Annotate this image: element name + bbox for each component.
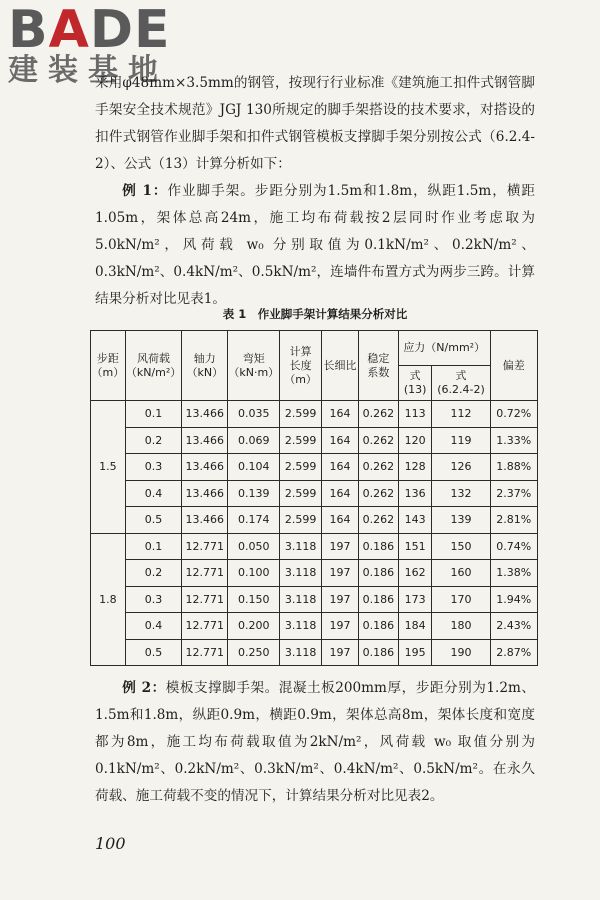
stress-b-cell: 126 — [432, 454, 490, 481]
table-row — [91, 507, 538, 534]
table-row — [91, 454, 538, 481]
example-1-text: 作业脚手架。步距分别为1.5m和1.8m，纵距1.5m，横距1.05m，架体总高24m，施工均布荷载按2层同时作业考虑取为5.0kN/m²，风荷载 w₀ 分别取值为0.1kN/m²、0.2kN/m²、0.3kN/m²、0.4kN/m²、0.5kN/m²，连墙件布置方式为两步三跨。计算结果分析对比见表1。 — [95, 183, 535, 307]
deviation-cell: 0.72% — [490, 401, 537, 428]
wind-cell: 0.1 — [125, 533, 181, 560]
moment-cell: 0.174 — [228, 507, 280, 534]
header-deviation: 偏差 — [490, 331, 537, 401]
table-caption: 表 1 作业脚手架计算结果分析对比 — [222, 307, 408, 321]
wind-cell: 0.4 — [125, 613, 181, 640]
wind-cell: 0.1 — [125, 401, 181, 428]
table-row — [91, 401, 538, 428]
length-cell: 3.118 — [280, 560, 322, 587]
stability-cell: 0.186 — [358, 586, 398, 613]
stability-cell: 0.262 — [358, 480, 398, 507]
stress-a-cell: 136 — [398, 480, 432, 507]
example-1-paragraph — [95, 178, 535, 313]
axial-cell: 12.771 — [182, 586, 228, 613]
stress-b-cell: 119 — [432, 427, 490, 454]
axial-cell: 13.466 — [182, 401, 228, 428]
deviation-cell: 1.94% — [490, 586, 537, 613]
moment-cell: 0.200 — [228, 613, 280, 640]
length-cell: 3.118 — [280, 613, 322, 640]
example-2-paragraph — [95, 675, 535, 810]
slenderness-cell: 164 — [322, 427, 359, 454]
axial-cell: 13.466 — [182, 427, 228, 454]
stress-a-cell: 113 — [398, 401, 432, 428]
axial-cell: 13.466 — [182, 507, 228, 534]
wind-cell: 0.3 — [125, 586, 181, 613]
stress-a-cell: 162 — [398, 560, 432, 587]
stress-a-cell: 151 — [398, 533, 432, 560]
axial-cell: 12.771 — [182, 533, 228, 560]
stress-a-cell: 173 — [398, 586, 432, 613]
stability-cell: 0.186 — [358, 613, 398, 640]
moment-cell: 0.035 — [228, 401, 280, 428]
logo-subtitle: 建装基地 — [8, 53, 168, 88]
stress-b-cell: 150 — [432, 533, 490, 560]
deviation-cell: 2.87% — [490, 639, 537, 666]
slenderness-cell: 197 — [322, 639, 359, 666]
stress-b-cell: 112 — [432, 401, 490, 428]
moment-cell: 0.139 — [228, 480, 280, 507]
table-row — [91, 533, 538, 560]
stress-a-cell: 120 — [398, 427, 432, 454]
moment-cell: 0.150 — [228, 586, 280, 613]
deviation-cell: 2.37% — [490, 480, 537, 507]
step-cell: 1.5 — [91, 401, 126, 534]
header-slenderness: 长细比 — [322, 331, 359, 401]
deviation-cell: 2.81% — [490, 507, 537, 534]
moment-cell: 0.104 — [228, 454, 280, 481]
logo-wordmark: BADE — [8, 0, 171, 60]
moment-cell: 0.069 — [228, 427, 280, 454]
axial-cell: 12.771 — [182, 639, 228, 666]
moment-cell: 0.050 — [228, 533, 280, 560]
slenderness-cell: 197 — [322, 586, 359, 613]
header-wind-load: 风荷载 （kN/m²） — [125, 331, 181, 401]
length-cell: 2.599 — [280, 507, 322, 534]
deviation-cell: 0.74% — [490, 533, 537, 560]
stress-b-cell: 160 — [432, 560, 490, 587]
stress-a-cell: 184 — [398, 613, 432, 640]
stress-b-cell: 180 — [432, 613, 490, 640]
stress-a-cell: 128 — [398, 454, 432, 481]
table-row — [91, 639, 538, 666]
moment-cell: 0.100 — [228, 560, 280, 587]
length-cell: 3.118 — [280, 586, 322, 613]
slenderness-cell: 197 — [322, 533, 359, 560]
header-axial-force: 轴力 （kN） — [182, 331, 228, 401]
stress-b-cell: 139 — [432, 507, 490, 534]
wind-cell: 0.4 — [125, 480, 181, 507]
wind-cell: 0.2 — [125, 560, 181, 587]
stress-b-cell: 170 — [432, 586, 490, 613]
slenderness-cell: 164 — [322, 480, 359, 507]
results-table — [90, 330, 538, 666]
deviation-cell: 1.33% — [490, 427, 537, 454]
stability-cell: 0.186 — [358, 560, 398, 587]
stability-cell: 0.186 — [358, 533, 398, 560]
table-row — [91, 480, 538, 507]
stability-cell: 0.262 — [358, 507, 398, 534]
example-2-label: 例 2： — [122, 680, 166, 696]
deviation-cell: 2.43% — [490, 613, 537, 640]
header-stability: 稳定 系数 — [358, 331, 398, 401]
step-cell: 1.8 — [91, 533, 126, 666]
axial-cell: 13.466 — [182, 480, 228, 507]
header-calc-length: 计算 长度 （m） — [280, 331, 322, 401]
length-cell: 3.118 — [280, 639, 322, 666]
slenderness-cell: 164 — [322, 401, 359, 428]
slenderness-cell: 197 — [322, 560, 359, 587]
stability-cell: 0.262 — [358, 427, 398, 454]
example-1-label: 例 1： — [122, 183, 168, 199]
header-stress-group: 应力（N/mm²） — [398, 331, 490, 366]
stress-b-cell: 132 — [432, 480, 490, 507]
length-cell: 2.599 — [280, 427, 322, 454]
length-cell: 2.599 — [280, 401, 322, 428]
axial-cell: 13.466 — [182, 454, 228, 481]
example-2-text: 模板支撑脚手架。混凝土板200mm厚，步距分别为1.2m、1.5m和1.8m，纵距0.9m，横距0.9m，架体总高8m，架体长度和宽度都为8m，施工均布荷载取值为2kN/m²，风荷载 w₀ 取值分别为0.1kN/m²、0.2kN/m²、0.3kN/m²、0.4kN/m²、0.5kN/m²。在永久荷载、施工荷载不变的情况下，计算结果分析对比见表2。 — [95, 680, 535, 804]
slenderness-cell: 197 — [322, 613, 359, 640]
moment-cell: 0.250 — [228, 639, 280, 666]
wind-cell: 0.5 — [125, 507, 181, 534]
slenderness-cell: 164 — [322, 507, 359, 534]
header-stress-eq6242: 式 (6.2.4-2) — [432, 366, 490, 401]
deviation-cell: 1.38% — [490, 560, 537, 587]
length-cell: 3.118 — [280, 533, 322, 560]
stress-b-cell: 190 — [432, 639, 490, 666]
stability-cell: 0.262 — [358, 401, 398, 428]
axial-cell: 12.771 — [182, 560, 228, 587]
wind-cell: 0.3 — [125, 454, 181, 481]
deviation-cell: 1.88% — [490, 454, 537, 481]
intro-paragraph: 采用φ48mm×3.5mm的钢管，按现行行业标准《建筑施工扣件式钢管脚手架安全技术规范》JGJ 130所规定的脚手架搭设的技术要求，对搭设的扣件式钢管作业脚手架和扣件式钢管模板支撑脚手架分别按公式（6.2.4-2）、公式（13）计算分析如下： — [95, 75, 535, 172]
length-cell: 2.599 — [280, 480, 322, 507]
table-row — [91, 427, 538, 454]
stability-cell: 0.186 — [358, 639, 398, 666]
wind-cell: 0.5 — [125, 639, 181, 666]
table-row — [91, 586, 538, 613]
stress-a-cell: 195 — [398, 639, 432, 666]
header-step: 步距 （m） — [91, 331, 126, 401]
axial-cell: 12.771 — [182, 613, 228, 640]
wind-cell: 0.2 — [125, 427, 181, 454]
header-moment: 弯矩 （kN·m） — [228, 331, 280, 401]
stability-cell: 0.262 — [358, 454, 398, 481]
header-stress-eq13: 式 (13) — [398, 366, 432, 401]
page-number: 100 — [95, 834, 126, 853]
table-row — [91, 613, 538, 640]
length-cell: 2.599 — [280, 454, 322, 481]
table-row — [91, 560, 538, 587]
slenderness-cell: 164 — [322, 454, 359, 481]
stress-a-cell: 143 — [398, 507, 432, 534]
